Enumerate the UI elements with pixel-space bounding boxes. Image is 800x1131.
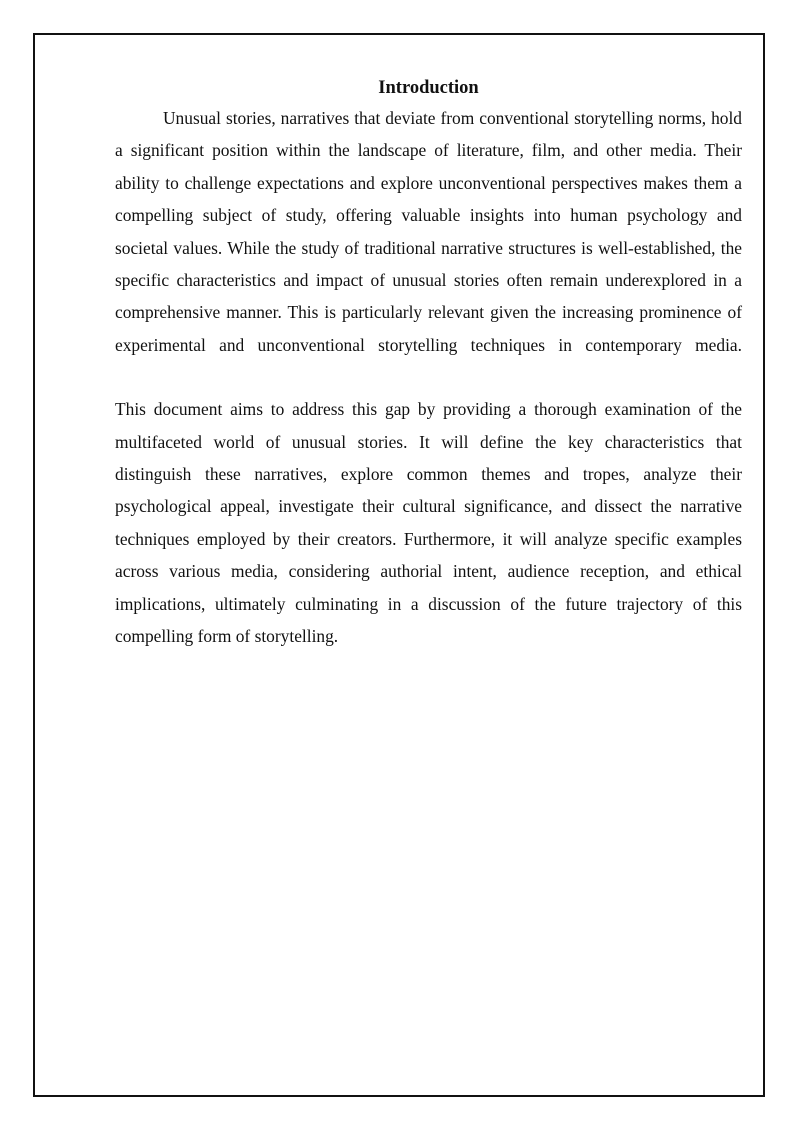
document-body [115, 74, 742, 653]
paragraph-1: Unusual stories, narratives that deviate from conventional storytelling norms, hold a significant position within the landscape of literature, film, and other media. Their ability to challenge expectations and explore unconventional perspectives makes them a compelling subject of study, offering valuable insights into human psychology and societal values. While the study of traditional narrative structures is well-established, the specific characteristics and impact of unusual stories often remain underexplored in a comprehensive manner. This is particularly relevant given the increasing prominence of experimental and unconventional storytelling techniques in contemporary media. [115, 108, 742, 355]
paragraph-2: This document aims to address this gap by providing a thorough examination of the multifaceted world of unusual stories. It will define the key characteristics that distinguish these narratives, explore common themes and tropes, analyze their psychological appeal, investigate their cultural significance, and dissect the narrative techniques employed by their creators. Furthermore, it will analyze specific examples across various media, considering authorial intent, audience reception, and ethical implications, ultimately culminating in a discussion of the future trajectory of this compelling form of storytelling. [115, 399, 742, 647]
section-heading: Introduction [378, 78, 479, 98]
